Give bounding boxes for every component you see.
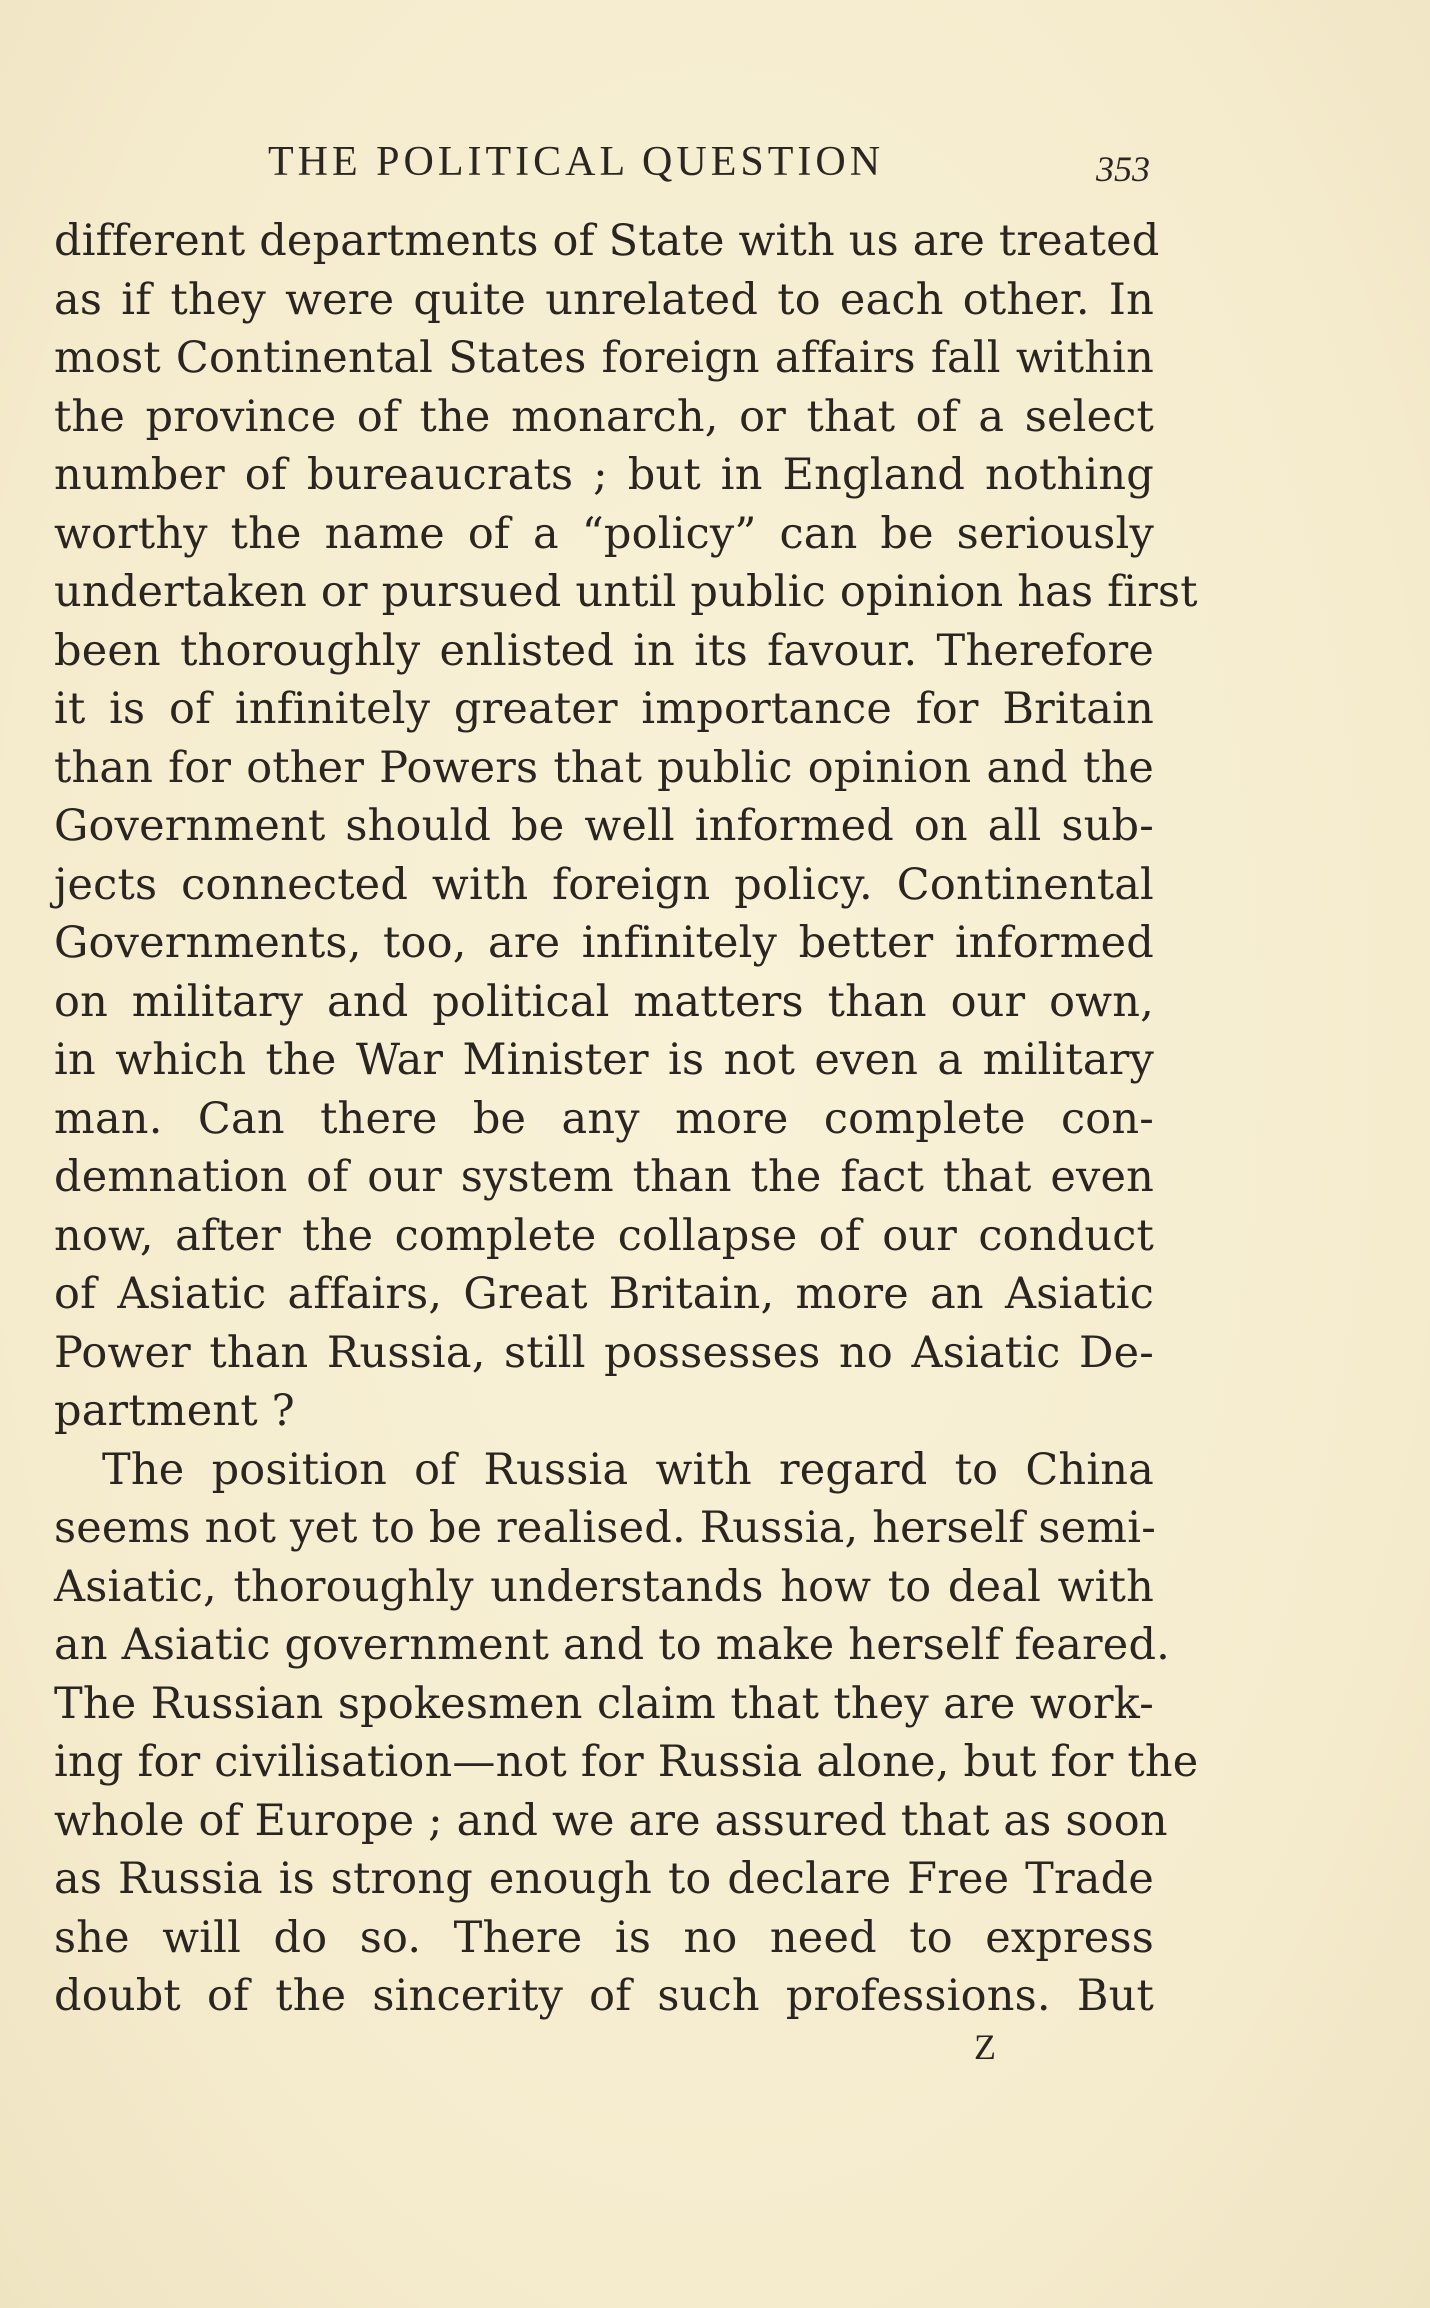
text-line: than for other Powers that public opinion and the	[54, 742, 1154, 793]
text-line: of Asiatic affairs, Great Britain, more an Asiatic	[54, 1269, 1154, 1319]
text-line: undertaken or pursued until public opinion has first	[54, 567, 1198, 617]
text-line: ing for civilisation—not for Russia alone, but for the	[54, 1737, 1199, 1787]
body-text	[54, 212, 1199, 2026]
text-line: demnation of our system than the fact that even	[54, 1152, 1154, 1202]
text-line: it is of infinitely greater importance for Britain	[54, 684, 1154, 734]
text-line: she will do so. There is no need to express	[54, 1912, 1154, 1963]
text-line: Asiatic, thoroughly understands how to deal with	[54, 1561, 1154, 1612]
text-line: most Continental States foreign affairs fall within	[54, 333, 1154, 383]
text-line: Governments, too, are infinitely better informed	[54, 918, 1154, 968]
text-line: number of bureaucrats ; but in England nothing	[54, 450, 1154, 500]
chapter-title: THE POLITICAL QUESTION	[268, 139, 885, 185]
text-line: jects connected with foreign policy. Continental	[54, 859, 1154, 910]
running-head	[0, 138, 1430, 198]
text-line: now, after the complete collapse of our conduct	[54, 1210, 1154, 1261]
text-line: Government should be well informed on all sub-	[54, 801, 1154, 851]
text-line: been thoroughly enlisted in its favour. Therefore	[54, 625, 1154, 676]
text-line: the province of the monarch, or that of a select	[54, 391, 1154, 442]
text-line: The Russian spokesmen claim that they are work-	[54, 1678, 1154, 1729]
text-line: Power than Russia, still possesses no Asiatic De-	[54, 1327, 1154, 1378]
text-line: in which the War Minister is not even a military	[54, 1035, 1154, 1085]
text-line: man. Can there be any more complete con-	[54, 1093, 1154, 1144]
text-line: The position of Russia with regard to China	[102, 1444, 1154, 1495]
signature-mark: Z	[974, 2027, 996, 2067]
text-line: worthy the name of a “policy” can be seriously	[54, 508, 1154, 559]
page-number: 353	[1096, 149, 1150, 189]
text-line: different departments of State with us are treated	[54, 216, 1160, 266]
text-line: seems not yet to be realised. Russia, herself semi-	[54, 1503, 1156, 1553]
text-line: doubt of the sincerity of such professions. But	[54, 1971, 1154, 2021]
text-line: partment ?	[54, 1386, 295, 1436]
text-line: as if they were quite unrelated to each other. In	[54, 274, 1154, 325]
text-line: as Russia is strong enough to declare Free Trade	[54, 1854, 1154, 1904]
text-line: on military and political matters than our own,	[54, 976, 1154, 1027]
text-line: whole of Europe ; and we are assured that as soon	[54, 1795, 1168, 1846]
text-line: an Asiatic government and to make herself feared.	[54, 1620, 1171, 1670]
